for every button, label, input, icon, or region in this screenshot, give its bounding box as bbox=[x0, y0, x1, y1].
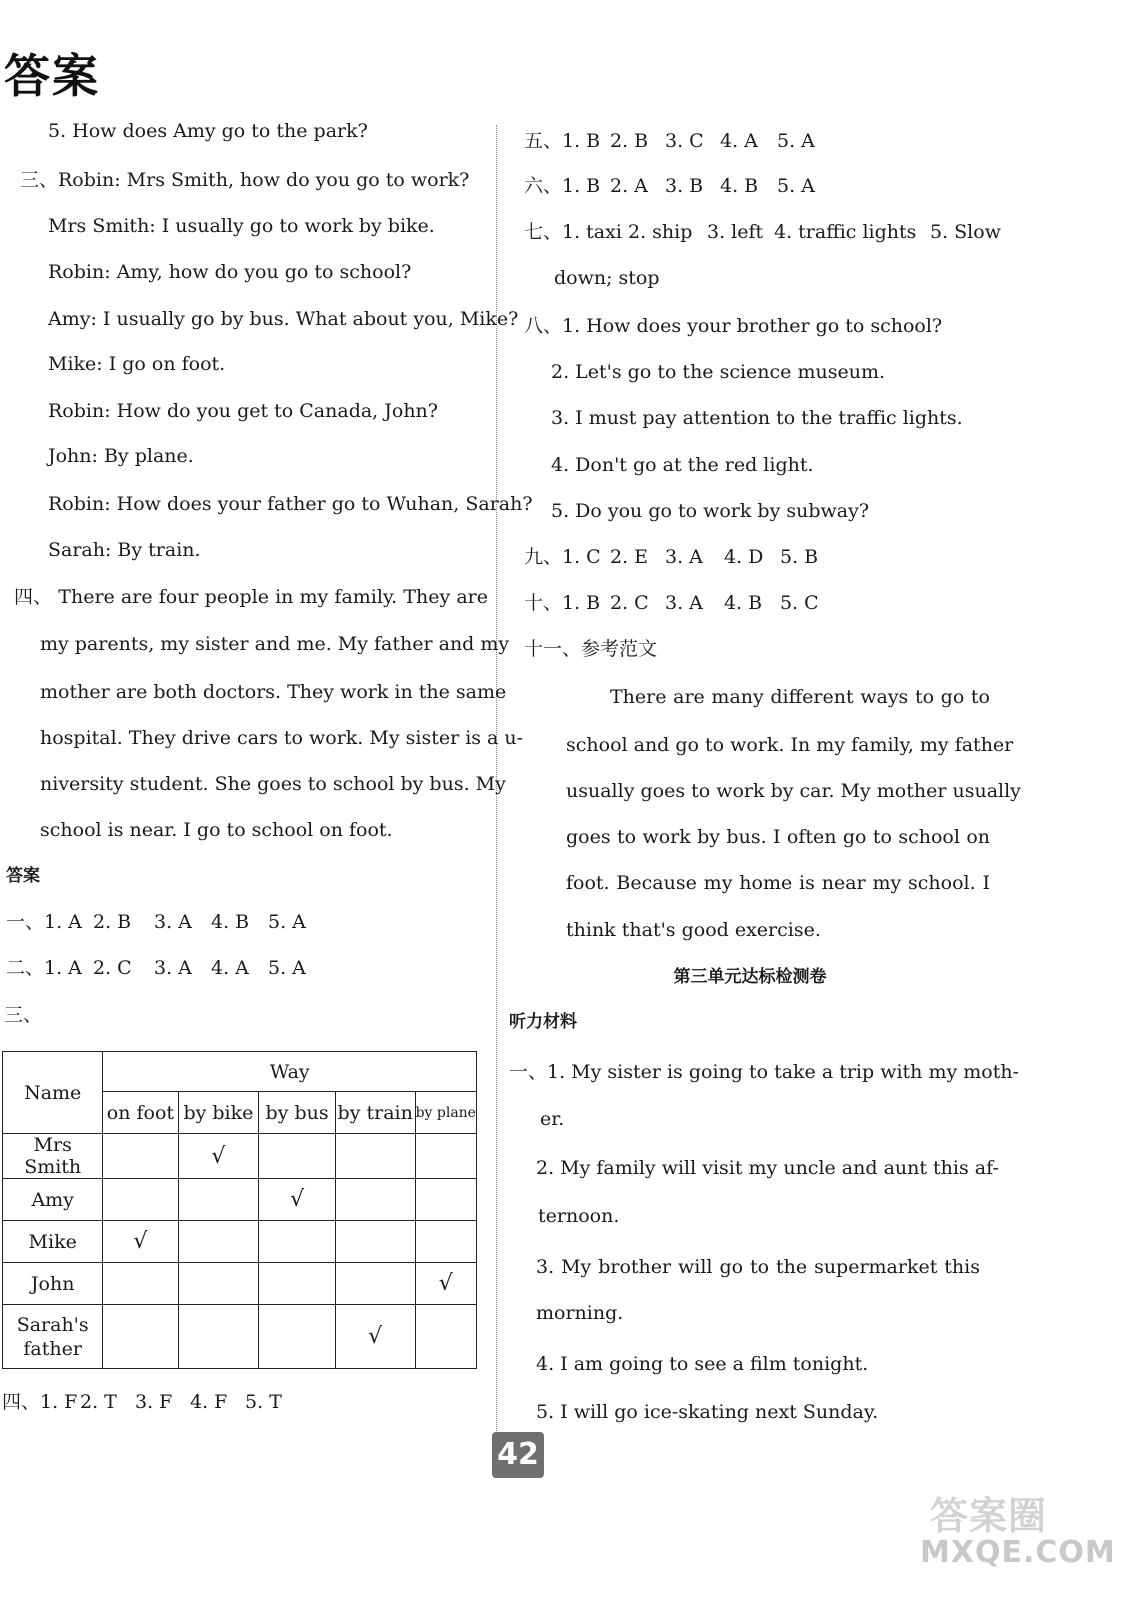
answer-item: 3. A bbox=[154, 911, 192, 933]
dialogue-line: Sarah: By train. bbox=[48, 539, 201, 561]
dialogue-line: Mrs Smith: I usually go to work by bike. bbox=[48, 215, 435, 237]
paragraph-line: mother are both doctors. They work in the same bbox=[40, 681, 507, 703]
listening-heading: 听力材料 bbox=[509, 1012, 577, 1032]
check-cell: √ bbox=[103, 1221, 178, 1263]
answer-item: 2. T bbox=[80, 1391, 117, 1413]
answer-item: 六、1. B bbox=[524, 175, 601, 197]
answer-row-er bbox=[6, 956, 306, 980]
watermark-text: MXQE.COM bbox=[920, 1535, 1116, 1570]
essay-line: think that's good exercise. bbox=[566, 919, 821, 941]
sentence-line: 八、1. How does your brother go to school? bbox=[524, 315, 943, 337]
sentence-line: 2. Let's go to the science museum. bbox=[551, 361, 886, 383]
name-header: Name bbox=[3, 1052, 103, 1134]
check-cell: √ bbox=[178, 1134, 259, 1179]
answer-row-liu bbox=[524, 174, 815, 198]
listening-line: 5. I will go ice-skating next Sunday. bbox=[536, 1401, 879, 1423]
answer-item: 一、1. A bbox=[6, 911, 82, 933]
essay-line: foot. Because my home is near my school. I bbox=[566, 872, 990, 894]
answer-item: 5. A bbox=[268, 911, 306, 933]
column-header: by train bbox=[335, 1092, 415, 1134]
check-cell bbox=[335, 1134, 415, 1179]
table-row bbox=[3, 1221, 477, 1263]
column-header: by bus bbox=[259, 1092, 336, 1134]
paragraph-line: niversity student. She goes to school by bus. My bbox=[40, 773, 506, 795]
listening-line: er. bbox=[540, 1108, 565, 1130]
answer-item: 4. B bbox=[724, 592, 763, 614]
answer-item: 十、1. B bbox=[524, 592, 601, 614]
answer-row-si bbox=[2, 1390, 282, 1414]
check-cell bbox=[259, 1305, 336, 1369]
answer-row-shi bbox=[524, 591, 819, 615]
check-cell: √ bbox=[259, 1179, 336, 1221]
check-cell bbox=[103, 1263, 178, 1305]
watermark-logo: 答案圈 bbox=[930, 1494, 1048, 1538]
check-cell bbox=[178, 1305, 259, 1369]
check-cell bbox=[103, 1179, 178, 1221]
paragraph-line: my parents, my sister and me. My father and my bbox=[40, 633, 510, 655]
row-name: John bbox=[3, 1263, 103, 1305]
essay-line: school and go to work. In my family, my father bbox=[566, 734, 1014, 756]
answer-item: 2. C bbox=[93, 957, 132, 979]
answer-item: 3. A bbox=[665, 546, 703, 568]
column-header: on foot bbox=[103, 1092, 178, 1134]
listening-line: 3. My brother will go to the supermarket this bbox=[536, 1256, 980, 1278]
check-cell bbox=[103, 1305, 178, 1369]
check-cell bbox=[335, 1221, 415, 1263]
listening-line: morning. bbox=[536, 1302, 624, 1324]
way-header: Way bbox=[103, 1052, 477, 1092]
paragraph-line: hospital. They drive cars to work. My sister is a u- bbox=[40, 727, 524, 749]
answer-row-yi bbox=[6, 910, 306, 934]
check-cell bbox=[178, 1221, 259, 1263]
answer-item: 3. A bbox=[154, 957, 192, 979]
check-cell bbox=[178, 1179, 259, 1221]
section-label-san: 三、 bbox=[4, 1004, 43, 1026]
check-cell bbox=[415, 1305, 476, 1369]
dialogue-line: Robin: Amy, how do you go to school? bbox=[48, 261, 412, 283]
check-cell bbox=[335, 1263, 415, 1305]
table-row bbox=[3, 1263, 477, 1305]
answer-item: 2. B bbox=[93, 911, 132, 933]
check-cell bbox=[259, 1263, 336, 1305]
answer-item: 5. T bbox=[245, 1391, 282, 1413]
transport-table bbox=[2, 1051, 477, 1369]
check-cell bbox=[259, 1221, 336, 1263]
table-row bbox=[3, 1134, 477, 1179]
check-cell bbox=[103, 1134, 178, 1179]
row-name: Mike bbox=[3, 1221, 103, 1263]
listening-line: 2. My family will visit my uncle and aunt this af- bbox=[536, 1157, 999, 1179]
answer-item: 3. F bbox=[135, 1391, 173, 1413]
answer-item: 四、1. F bbox=[2, 1391, 78, 1413]
column-header: by plane bbox=[415, 1092, 476, 1134]
answer-item: 九、1. C bbox=[524, 546, 601, 568]
answer-row-qi bbox=[524, 220, 1001, 244]
answer-item: 2. A bbox=[610, 175, 648, 197]
answer-row-jiu bbox=[524, 545, 818, 569]
section-label-shiyi: 十一、参考范文 bbox=[524, 638, 658, 660]
answer-item: 五、1. B bbox=[524, 130, 601, 152]
answer-row-wu bbox=[524, 129, 815, 153]
check-cell bbox=[259, 1134, 336, 1179]
check-cell bbox=[335, 1179, 415, 1221]
answer-item: 3. C bbox=[665, 130, 704, 152]
paragraph-line: school is near. I go to school on foot. bbox=[40, 819, 393, 841]
row-name: Sarah's father bbox=[3, 1305, 103, 1369]
dialogue-line: Mike: I go on foot. bbox=[48, 353, 226, 375]
listening-line: 4. I am going to see a film tonight. bbox=[536, 1353, 869, 1375]
answer-item: 4. D bbox=[724, 546, 764, 568]
answer-item: 3. A bbox=[665, 592, 703, 614]
answer-item: 5. A bbox=[777, 175, 815, 197]
dialogue-line: Amy: I usually go by bus. What about you, Mike? bbox=[48, 308, 519, 330]
dialogue-line: Robin: How does your father go to Wuhan, Sarah? bbox=[48, 493, 533, 515]
dialogue-line: 三、Robin: Mrs Smith, how do you go to work? bbox=[20, 169, 470, 191]
listening-line: ternoon. bbox=[538, 1205, 620, 1227]
row-name: Amy bbox=[3, 1179, 103, 1221]
unit-title: 第三单元达标检测卷 bbox=[673, 967, 827, 987]
answer-item: 七、1. taxi bbox=[524, 221, 622, 243]
row-name: Mrs Smith bbox=[3, 1134, 103, 1179]
answer-item: 5. Slow bbox=[930, 221, 1001, 243]
sentence-line: 4. Don't go at the red light. bbox=[551, 454, 814, 476]
answer-item: 二、1. A bbox=[6, 957, 82, 979]
answer-item: 2. ship bbox=[628, 221, 693, 243]
answers-heading: 答案 bbox=[6, 866, 40, 886]
answer-item: 4. F bbox=[190, 1391, 228, 1413]
answer-item: 3. B bbox=[665, 175, 704, 197]
check-cell bbox=[178, 1263, 259, 1305]
answer-item: 5. B bbox=[780, 546, 819, 568]
paragraph-line: 四、 There are four people in my family. They are bbox=[14, 586, 488, 608]
question-5: 5. How does Amy go to the park? bbox=[48, 120, 368, 142]
check-cell bbox=[415, 1134, 476, 1179]
answer-item: 4. B bbox=[720, 175, 759, 197]
answer-item: 3. left bbox=[707, 221, 764, 243]
answer-item: 4. A bbox=[720, 130, 758, 152]
table-row bbox=[3, 1305, 477, 1369]
essay-line: There are many different ways to go to bbox=[610, 686, 990, 708]
sentence-line: 5. Do you go to work by subway? bbox=[551, 500, 870, 522]
check-cell bbox=[415, 1179, 476, 1221]
listening-line: 一、1. My sister is going to take a trip with my moth- bbox=[509, 1061, 1019, 1083]
answer-item: 4. B bbox=[211, 911, 250, 933]
answer-item: 2. C bbox=[610, 592, 649, 614]
answer-item: 4. traffic lights bbox=[774, 221, 917, 243]
table-row bbox=[3, 1179, 477, 1221]
answer-continuation: down; stop bbox=[554, 267, 660, 289]
sentence-line: 3. I must pay attention to the traffic lights. bbox=[551, 407, 963, 429]
answer-item: 2. B bbox=[610, 130, 649, 152]
column-header: by bike bbox=[178, 1092, 259, 1134]
answer-item: 5. A bbox=[777, 130, 815, 152]
essay-line: goes to work by bus. I often go to school on bbox=[566, 826, 990, 848]
answer-item: 2. E bbox=[610, 546, 649, 568]
dialogue-line: Robin: How do you get to Canada, John? bbox=[48, 400, 438, 422]
answer-item: 5. C bbox=[780, 592, 819, 614]
dialogue-line: John: By plane. bbox=[48, 445, 194, 467]
check-cell bbox=[415, 1221, 476, 1263]
answer-item: 4. A bbox=[211, 957, 249, 979]
check-cell: √ bbox=[335, 1305, 415, 1369]
page-title: 答案 bbox=[4, 49, 100, 103]
essay-line: usually goes to work by car. My mother usually bbox=[566, 780, 1021, 802]
answer-item: 5. A bbox=[268, 957, 306, 979]
check-cell: √ bbox=[415, 1263, 476, 1305]
page-number: 42 bbox=[492, 1432, 544, 1478]
